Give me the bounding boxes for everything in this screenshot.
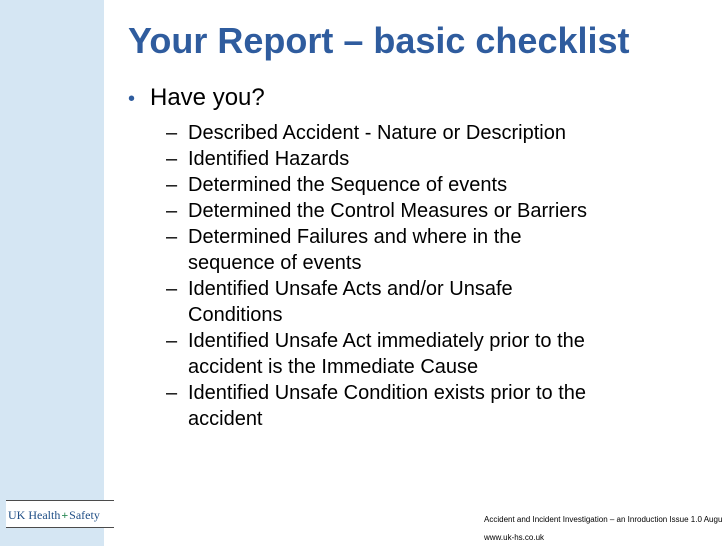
checklist-item-text: Determined the Control Measures or Barriers (188, 200, 588, 222)
checklist-item-text: Determined Failures and where in the sequence of events (188, 226, 522, 274)
checklist-item (166, 328, 708, 380)
footer-title: Accident and Incident Investigation – an Inroduction Issue 1.0 Augu (484, 515, 723, 524)
checklist-item (166, 380, 708, 432)
main-bullet (128, 84, 708, 113)
dash-icon: – (166, 174, 178, 196)
main-bullet-text: Have you? (150, 84, 265, 111)
checklist-item (166, 172, 708, 198)
checklist-item-text: Determined the Sequence of events (188, 174, 508, 196)
footer-url: www.uk-hs.co.uk (484, 533, 545, 542)
dash-icon: – (166, 330, 178, 352)
left-accent-band (0, 0, 104, 546)
dash-icon: – (166, 382, 178, 404)
checklist-item-text: Identified Unsafe Act immediately prior to the accident is the Immediate Cause (188, 330, 585, 378)
uk-health-safety-logo (6, 500, 114, 528)
checklist-item-text: Identified Unsafe Condition exists prior to the accident (188, 382, 586, 430)
slide-title: Your Report – basic checklist (128, 20, 630, 61)
checklist-item (166, 198, 708, 224)
checklist-item-text: Identified Unsafe Acts and/or Unsafe Conditions (188, 278, 513, 326)
dash-icon: – (166, 200, 178, 222)
logo-right-text: Safety (69, 508, 100, 522)
checklist-item-text: Described Accident - Nature or Description (188, 122, 566, 144)
logo-left-text: UK Health (8, 508, 61, 522)
checklist-item (166, 276, 708, 328)
checklist (128, 120, 708, 432)
checklist-item (166, 146, 708, 172)
checklist-item (166, 224, 708, 276)
dash-icon: – (166, 148, 178, 170)
slide-content (128, 84, 708, 432)
dash-icon: – (166, 122, 178, 144)
logo-plus-icon: + (61, 508, 69, 522)
dash-icon: – (166, 278, 178, 300)
checklist-item-text: Identified Hazards (188, 148, 350, 170)
dash-icon: – (166, 226, 178, 248)
bullet-dot-icon: • (128, 88, 136, 110)
checklist-item (166, 120, 708, 146)
